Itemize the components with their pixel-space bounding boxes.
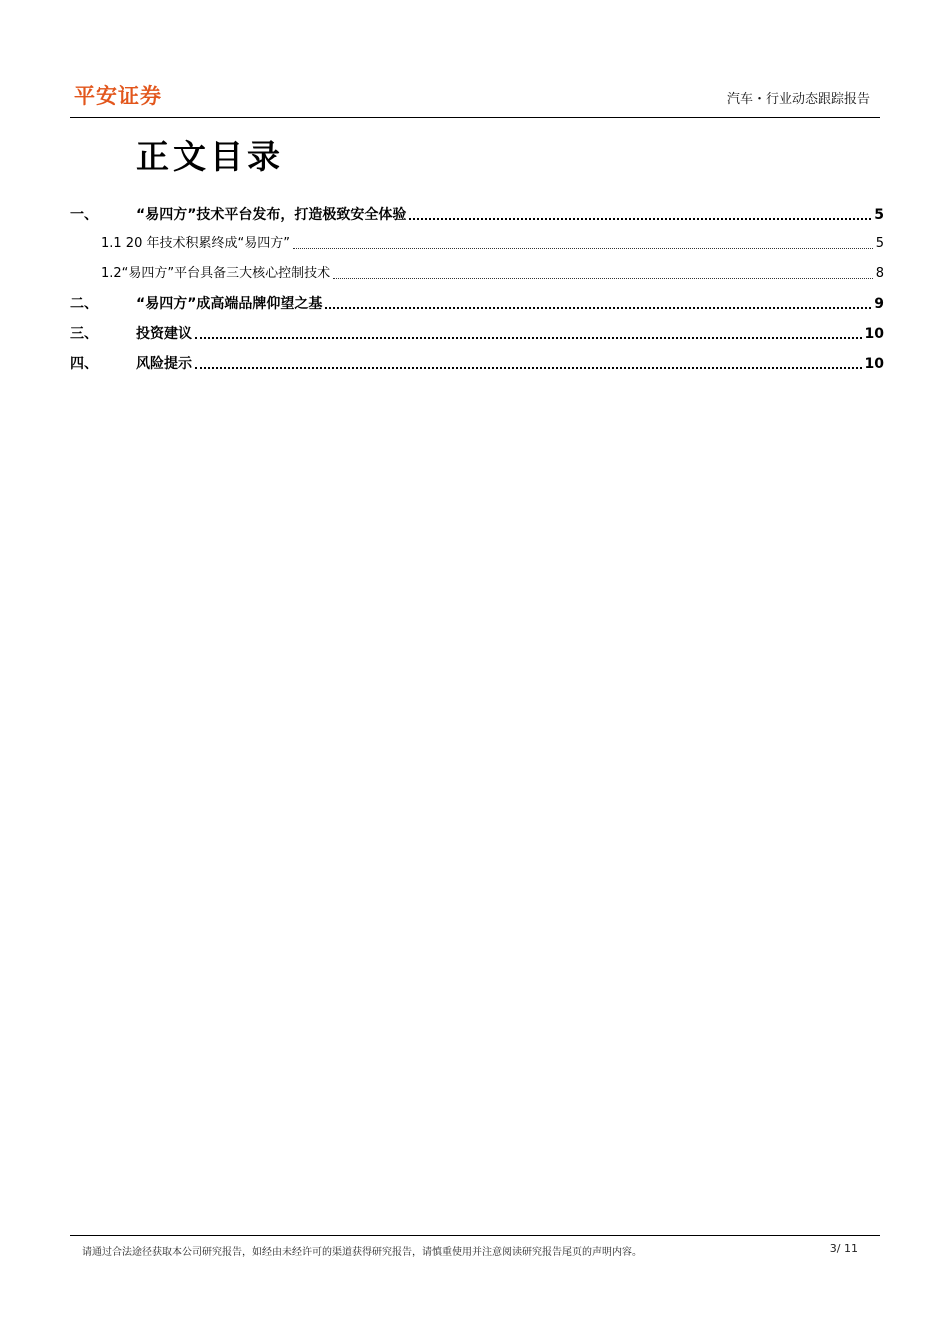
dot-leader (333, 278, 873, 279)
footer-divider (70, 1235, 880, 1236)
toc-entry-3[interactable] (70, 321, 884, 343)
dot-leader (195, 337, 862, 339)
toc-entry-number: 三、 (70, 326, 98, 342)
page-number: 3/ 11 (829, 1242, 858, 1255)
toc-entry-text: 1.2“易四方”平台具备三大核心控制技术 (101, 266, 331, 281)
toc-entry-text: “易四方”技术平台发布，打造极致安全体验 (136, 207, 407, 223)
toc-entry-4[interactable] (70, 351, 884, 373)
toc-entry-number: 一、 (70, 207, 98, 223)
page-header (70, 78, 880, 118)
toc-entry-1-2[interactable] (70, 261, 884, 283)
toc-entry-text: 投资建议 (136, 326, 192, 342)
toc-entry-2[interactable] (70, 291, 884, 313)
dot-leader (195, 367, 862, 369)
toc-entry-number: 二、 (70, 296, 98, 312)
dot-leader (293, 248, 873, 249)
toc-entry-page: 10 (864, 356, 884, 372)
toc-entry-text: “易四方”成高端品牌仰望之基 (136, 296, 323, 312)
toc-entry-1-1[interactable] (70, 231, 884, 253)
toc-entry-page: 5 (874, 207, 884, 223)
dot-leader (409, 218, 871, 220)
toc-title: 正文目录 (136, 137, 284, 176)
dot-leader (325, 307, 871, 309)
toc-entry-number: 四、 (70, 356, 98, 372)
toc-entry-page: 8 (875, 266, 884, 281)
footer-disclaimer: 请通过合法途径获取本公司研究报告，如经由未经许可的渠道获得研究报告，请慎重使用并注意阅读研究报告尾页的声明内容。 (82, 1247, 642, 1258)
toc-entry-page: 9 (874, 296, 884, 312)
toc-entry-text: 风险提示 (136, 356, 192, 372)
toc-entry-page: 5 (875, 236, 884, 251)
toc-entry-text: 1.1 20 年技术积累终成“易四方” (101, 236, 290, 251)
company-logo: 平安证券 (74, 84, 162, 108)
toc-entry-1[interactable] (70, 202, 884, 224)
toc-entry-page: 10 (864, 326, 884, 342)
report-type: 汽车・行业动态跟踪报告 (726, 92, 870, 107)
